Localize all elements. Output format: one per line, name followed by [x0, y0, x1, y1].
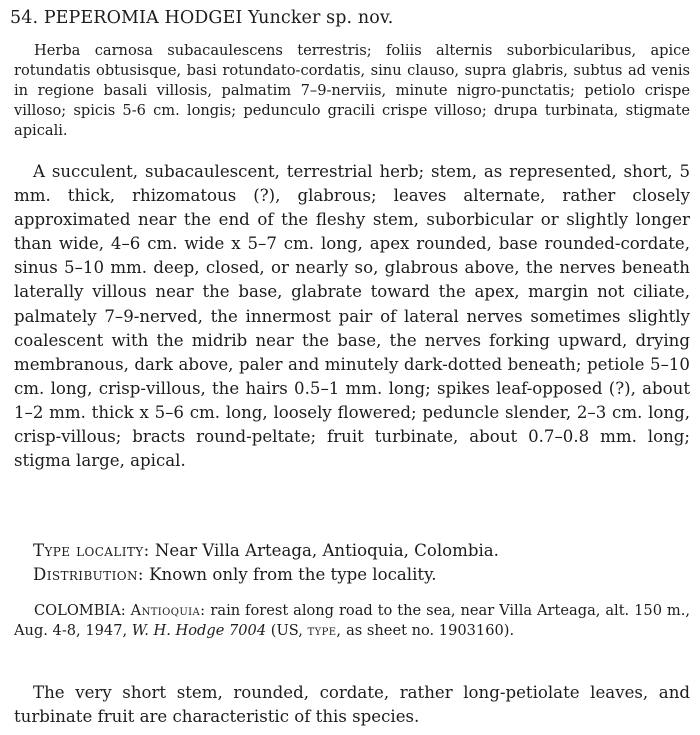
type-locality-value: Near Villa Arteaga, Antioquia, Colombia.: [154, 541, 499, 560]
species-author: Yuncker sp. nov.: [248, 8, 394, 28]
specimen-citation: [14, 601, 690, 641]
distribution: [33, 563, 437, 587]
specimen-type-label: type,: [307, 622, 342, 639]
species-heading: [10, 6, 690, 30]
distribution-label: Distribution:: [33, 565, 144, 584]
specimen-text: rain forest along road to the sea, near Villa Arteaga, alt. 150 m., Aug. 4-8, 1947,: [14, 602, 691, 639]
specimen-country: COLOMBIA:: [34, 602, 126, 619]
distribution-value: Known only from the type locality.: [149, 565, 437, 584]
latin-description: Herba carnosa subacaulescens terrestris; foliis alternis suborbicularibus, apice rotundatis obtusisque, basi rotundato-cordatis, sinu clauso, supra glabris, subtus ad venis in regione basali villosis, palmatim 7–9-nerviis, minute nigro-punctatis; petiolo crispe villoso; spicis 5-6 cm. longis; pedunculo gracili crispe villoso; drupa turbinata, stigmate apicali.: [14, 42, 690, 139]
type-locality-label: Type locality:: [33, 541, 150, 560]
specimen-department: Antioquia:: [130, 602, 206, 619]
diagnostic-note: The very short stem, rounded, cordate, rather long-petiolate leaves, and turbinate fruit are characteristic of this species.: [14, 683, 690, 726]
specimen-sheet: as sheet no. 1903160).: [346, 622, 515, 639]
english-description: A succulent, subacaulescent, terrestrial herb; stem, as represented, short, 5 mm. thick, rhizomatous (?), glabrous; leaves alternate, rather closely approximated near the end of the fleshy stem, suborbicular or slightly longer than wide, 4–6 cm. wide x 5–7 cm. long, apex rounded, base rounded-cordate, sinus 5–10 mm. deep, closed, or nearly so, glabrous above, the nerves beneath laterally villous near the base, glabrate toward the apex, margin not ciliate, palmately 7–9-nerved, the innermost pair of lateral nerves sometimes slightly coalescent with the midrib near the base, the nerves forking upward, drying membranous, dark above, paler and minutely dark-dotted beneath; petiole 5–10 cm. long, crisp-villous, the hairs 0.5–1 mm. long; spikes leaf-opposed (?), about 1–2 mm. thick x 5–6 cm. long, loosely flowered; peduncle slender, 2–3 cm. long, crisp-villous; bracts round-peltate; fruit turbinate, about 0.7–0.8 mm. long; stigma large, apical.: [14, 162, 690, 471]
species-number: 54.: [10, 8, 39, 28]
specimen-herbarium: (US,: [270, 622, 303, 639]
species-name: PEPEROMIA HODGEI: [43, 8, 243, 28]
type-locality: [33, 539, 499, 563]
specimen-collector: W. H. Hodge 7004: [131, 622, 267, 639]
